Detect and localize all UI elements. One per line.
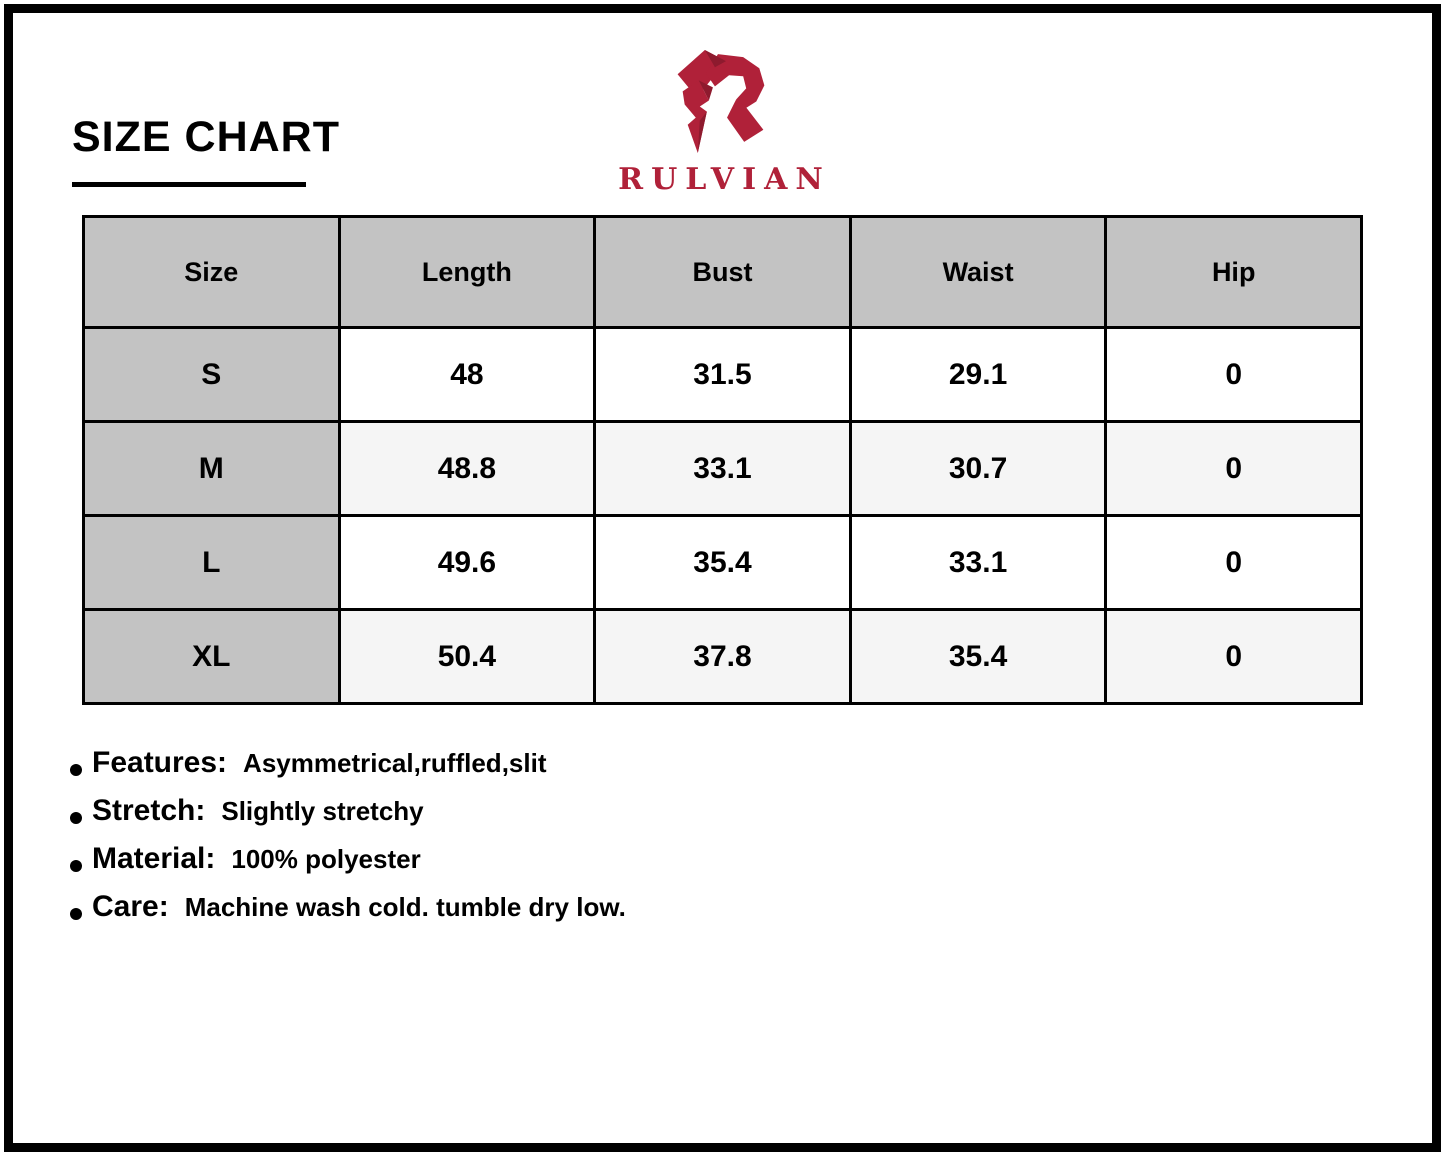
column-header-length: Length: [339, 217, 595, 328]
table-row: [84, 516, 1362, 610]
measurement-cell: 29.1: [850, 328, 1106, 422]
detail-label: Material:: [92, 842, 216, 875]
page-title: SIZE CHART: [72, 113, 340, 161]
measurement-cell: 48: [339, 328, 595, 422]
list-item-stretch: [70, 794, 626, 842]
measurement-cell: 48.8: [339, 422, 595, 516]
measurement-cell: 31.5: [595, 328, 851, 422]
table-header-row: [84, 217, 1362, 328]
detail-label: Stretch:: [92, 794, 206, 827]
detail-value: Slightly stretchy: [221, 796, 424, 826]
size-cell: M: [84, 422, 340, 516]
detail-label: Care:: [92, 890, 169, 923]
column-header-hip: Hip: [1106, 217, 1362, 328]
measurement-cell: 33.1: [850, 516, 1106, 610]
brand-logo-icon: [659, 44, 787, 160]
measurement-cell: 0: [1106, 610, 1362, 704]
measurement-cell: 0: [1106, 516, 1362, 610]
measurement-cell: 37.8: [595, 610, 851, 704]
size-cell: XL: [84, 610, 340, 704]
list-item-features: [70, 746, 626, 794]
measurement-cell: 0: [1106, 422, 1362, 516]
bullet-icon: [70, 764, 82, 776]
measurement-cell: 33.1: [595, 422, 851, 516]
title-underline: [72, 182, 306, 187]
measurement-cell: 50.4: [339, 610, 595, 704]
brand-name: RULVIAN: [618, 162, 831, 197]
bullet-icon: [70, 860, 82, 872]
size-cell: L: [84, 516, 340, 610]
list-item-care: [70, 890, 626, 938]
list-item-material: [70, 842, 626, 890]
detail-value: 100% polyester: [231, 844, 421, 874]
measurement-cell: 49.6: [339, 516, 595, 610]
measurement-cell: 35.4: [850, 610, 1106, 704]
bullet-icon: [70, 812, 82, 824]
size-table: [82, 215, 1363, 705]
table-row: [84, 328, 1362, 422]
measurement-cell: 35.4: [595, 516, 851, 610]
column-header-size: Size: [84, 217, 340, 328]
table-row: [84, 610, 1362, 704]
table-row: [84, 422, 1362, 516]
detail-value: Machine wash cold. tumble dry low.: [184, 892, 626, 922]
column-header-waist: Waist: [850, 217, 1106, 328]
measurement-cell: 30.7: [850, 422, 1106, 516]
column-header-bust: Bust: [595, 217, 851, 328]
detail-value: Asymmetrical,ruffled,slit: [243, 748, 547, 778]
size-cell: S: [84, 328, 340, 422]
bullet-icon: [70, 908, 82, 920]
detail-label: Features:: [92, 746, 228, 779]
measurement-cell: 0: [1106, 328, 1362, 422]
product-details-list: [70, 746, 626, 938]
